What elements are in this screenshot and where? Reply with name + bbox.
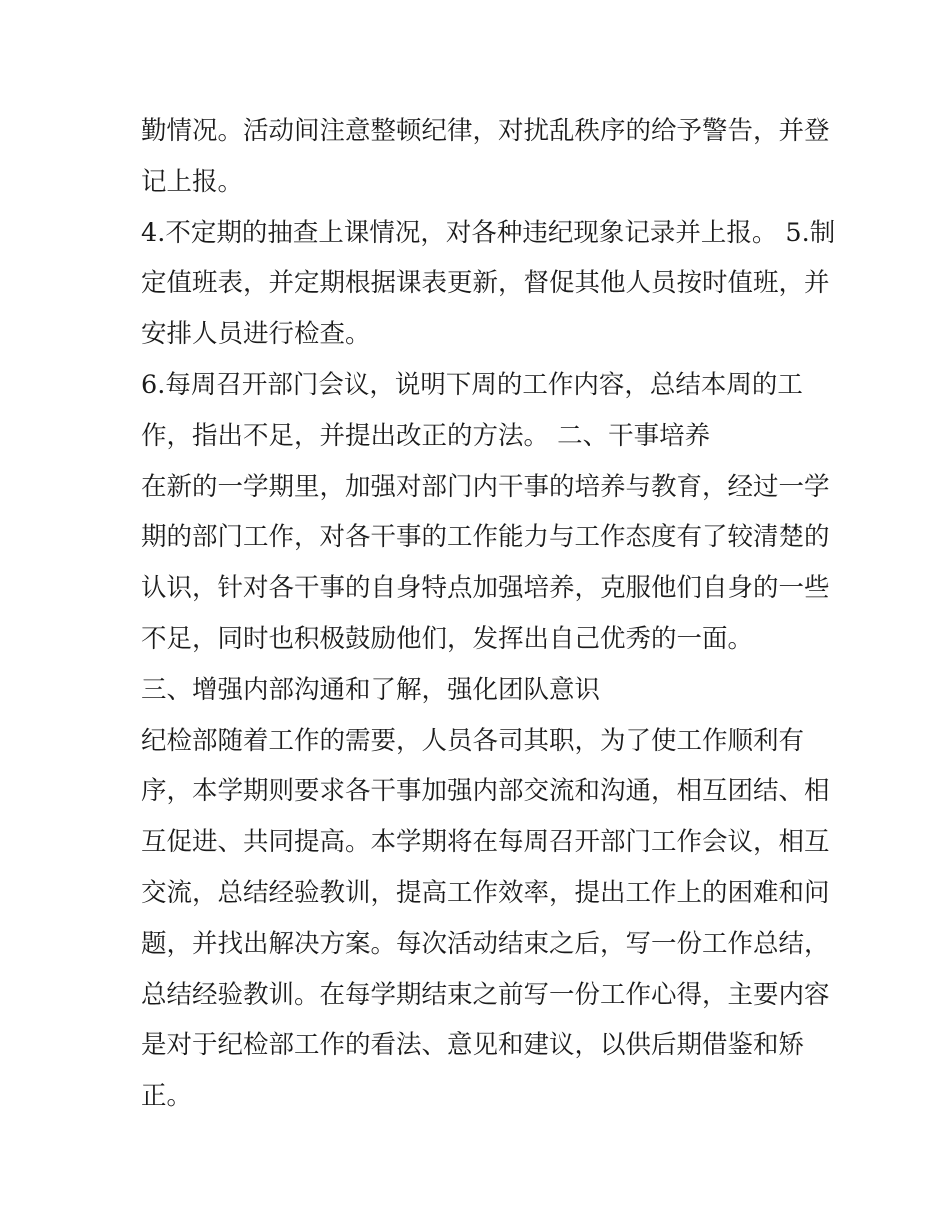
text-line: 6.每周召开部门会议，说明下周的工作内容，总结本周的工: [141, 369, 803, 400]
text-line: 总结经验教训。在每学期结束之前写一份工作心得，主要内容: [141, 979, 830, 1010]
text-line: 作，指出不足，并提出改正的方法。 二、干事培养: [141, 420, 711, 451]
text-line: 在新的一学期里，加强对部门内干事的培养与教育，经过一学: [141, 471, 830, 502]
text-line: 期的部门工作，对各干事的工作能力与工作态度有了较清楚的: [141, 522, 830, 553]
text-line: 安排人员进行检查。: [141, 319, 371, 350]
text-line: 序，本学期则要求各干事加强内部交流和沟通，相互团结、相: [141, 776, 830, 807]
text-line: 定值班表，并定期根据课表更新，督促其他人员按时值班，并: [141, 268, 830, 299]
text-line: 互促进、共同提高。本学期将在每周召开部门工作会议，相互: [141, 827, 830, 858]
text-line: 是对于纪检部工作的看法、意见和建议，以供后期借鉴和矫: [141, 1030, 805, 1061]
text-line: 正。: [141, 1081, 193, 1112]
text-line: 纪检部随着工作的需要，人员各司其职，为了使工作顺利有: [141, 725, 805, 756]
text-line: 不足，同时也积极鼓励他们，发挥出自己优秀的一面。: [141, 623, 754, 654]
text-line: 认识，针对各干事的自身特点加强培养，克服他们自身的一些: [141, 573, 830, 604]
text-line: 交流，总结经验教训，提高工作效率，提出工作上的困难和问: [141, 877, 830, 908]
document-body: [141, 106, 836, 1122]
text-line: 勤情况。活动间注意整顿纪律，对扰乱秩序的给予警告，并登: [141, 116, 830, 146]
section-heading: 三、增强内部沟通和了解，强化团队意识: [141, 674, 601, 705]
text-line: 4.不定期的抽查上课情况，对各种违纪现象记录并上报。 5.制: [141, 217, 836, 248]
text-line: 题，并找出解决方案。每次活动结束之后，写一份工作总结，: [141, 928, 830, 959]
text-line: 记上报。: [141, 166, 244, 197]
